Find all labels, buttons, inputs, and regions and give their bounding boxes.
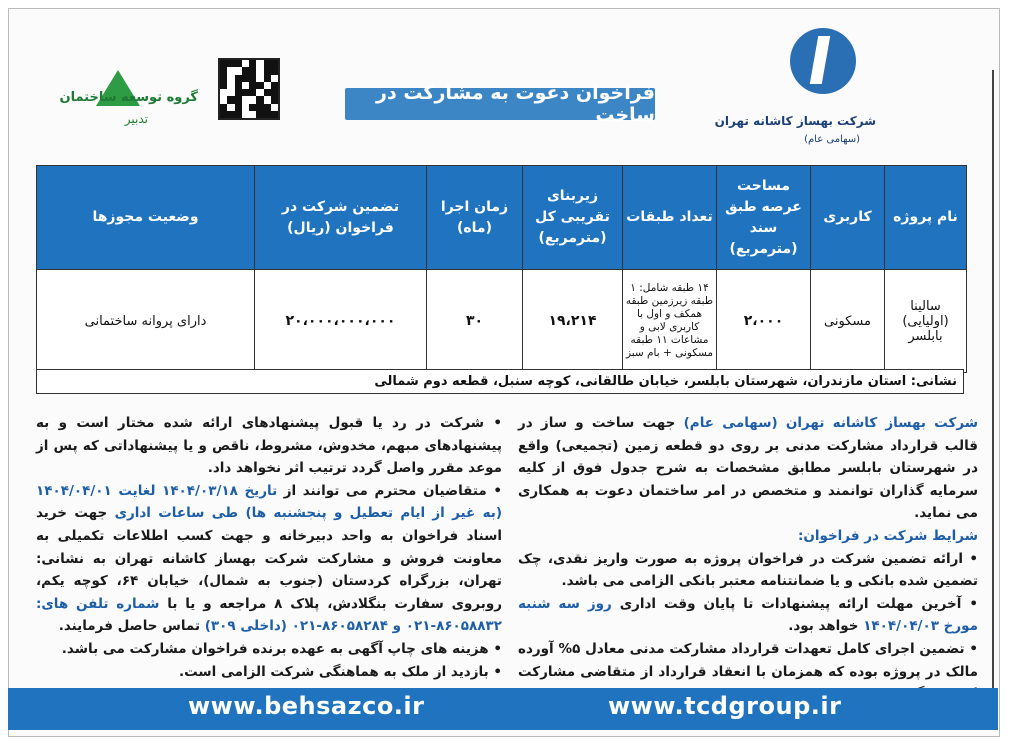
- cell-duration: ۳۰: [427, 270, 523, 373]
- purchase-dates: تاریخ ۱۴۰۴/۰۳/۱۸ لغایت ۱۴۰۴/۰۴/۰۱ (به غیر از ایام تعطیل و پنجشنبه ها) طی ساعات اداری: [36, 482, 502, 522]
- intro-text: جهت ساخت و ساز در قالب قرارداد مشارکت مدنی بر روی دو قطعه زمین (تجمیعی) واقع در شهرستان بابلسر مطابق مشخصات به شرح جدول فوق از کلیه سرمایه گذاران توانمند و متخصص در امر ساختمان دعوت به همکاری می نماید.: [518, 415, 978, 522]
- condition-item: • شرکت در رد یا قبول پیشنهادهای ارائه شده مختار است و به پیشنهادهای مبهم، مخدوش، مشروط، ناقص و یا پیشنهاداتی که پس از موعد مقرر واصل گردد ترتیب اثر نخواهد داد.: [36, 412, 502, 480]
- condition-item: • تضمین اجرای کامل تعهدات قرارداد مشارکت مدنی معادل ۵% آورده مالک در پروژه بوده که همزمان با انعقاد قرارداد از متقاضی مشارکت: [518, 638, 978, 706]
- page-title: فراخوان دعوت به مشارکت در ساخت: [345, 88, 655, 120]
- cell-guarantee: ۲۰،۰۰۰،۰۰۰،۰۰۰: [255, 270, 427, 373]
- col-header: نام پروژه: [885, 166, 967, 270]
- company-emblem-icon: [790, 28, 856, 94]
- condition-item: [518, 593, 978, 638]
- col-header: تعداد طبقات: [623, 166, 717, 270]
- divider-line: [992, 70, 994, 720]
- behsaz-logo: [714, 28, 880, 158]
- cell-total-area: ۱۹،۲۱۴: [523, 270, 623, 373]
- conditions-column-right: [518, 412, 978, 706]
- cell-land-area: ۲،۰۰۰: [717, 270, 811, 373]
- contact-pre: متقاضیان محترم می توانند از: [283, 482, 487, 499]
- col-header: زمان اجرا (ماه): [427, 166, 523, 270]
- table-header-row: [37, 166, 967, 270]
- deadline-date: روز سه شنبه مورخ ۱۴۰۴/۰۴/۰۳: [518, 595, 978, 635]
- condition-item: • ارائه تضمین شرکت در فراخوان پروژه به صورت واریز نقدی، چک تضمین شده بانکی و یا ضمانتنامه معتبر بانکی الزامی می باشد.: [518, 548, 978, 593]
- contact-end: تماس حاصل فرمایند.: [58, 618, 201, 635]
- deadline-post: خواهد بود.: [788, 618, 859, 635]
- cell-usage: مسکونی: [811, 270, 885, 373]
- address-label: نشانی:: [910, 374, 957, 389]
- condition-item: • بازدید از ملک به هماهنگی شرکت الزامی است.: [36, 661, 502, 684]
- address-row: [36, 369, 964, 394]
- conditions-column-left: [36, 412, 502, 683]
- left-logo-sub: تدبیر: [124, 112, 148, 126]
- qr-code-icon: [218, 58, 280, 120]
- deadline-pre: آخرین مهلت ارائه پیشنهادات تا پایان وقت اداری: [619, 595, 962, 612]
- project-table: [36, 165, 967, 373]
- phone-numbers: شماره تلفن های: ۸۶۰۵۸۸۳۲-۰۲۱ و ۸۶۰۵۸۲۸۴-۰۲۱ (داخلی ۳۰۹): [36, 595, 502, 635]
- left-logo-name: گروه توسعه ساختمان: [59, 90, 198, 105]
- cell-floors: ۱۴ طبقه شامل: ۱ طبقه زیرزمین طبقه همکف و اول با کاربری لابی و مشاعات ۱۱ طبقه مسکونی + بام سبز: [623, 270, 717, 373]
- right-logo-sub: (سهامی عام): [804, 134, 860, 145]
- condition-item: [36, 480, 502, 638]
- col-header: تضمین شرکت در فراخوان (ریال): [255, 166, 427, 270]
- col-header: مساحت عرصه طبق سند (مترمربع): [717, 166, 811, 270]
- footer-bar: [8, 688, 998, 730]
- company-name: شرکت بهساز کاشانه تهران (سهامی عام): [683, 415, 978, 431]
- website-link-behsaz[interactable]: www.behsazco.ir: [188, 692, 425, 720]
- condition-item: • هزینه های چاپ آگهی به عهده برنده فراخوان مشارکت می باشد.: [36, 638, 502, 661]
- cell-permit-status: دارای پروانه ساختمانی: [37, 270, 255, 373]
- cell-project-name: سالینا (اولیایی) بابلسر: [885, 270, 967, 373]
- website-link-tcdgroup[interactable]: www.tcdgroup.ir: [608, 692, 842, 720]
- tadbir-logo: [28, 70, 208, 140]
- col-header: زیربنای تقریبی کل (مترمربع): [523, 166, 623, 270]
- right-logo-name: شرکت بهساز کاشانه تهران: [714, 114, 876, 128]
- contact-address: جهت خرید اسناد فراخوان به واحد دبیرخانه و جهت کسب اطلاعات تکمیلی به معاونت فروش و مشارکت شرکت بهساز کاشانه تهران به نشانی: تهران، بزرگراه کردستان (جنوب به شمال)، خیابان ۶۴، کوچه یکم، روبروی سفارت بنگلادش، پلاک ۸ مراجعه و یا با: [36, 505, 503, 612]
- address-text: استان مازندران، شهرستان بابلسر، خیابان طالقانی، کوچه سنبل، قطعه دوم شمالی: [374, 374, 907, 389]
- conditions-title: شرایط شرکت در فراخوان:: [797, 527, 978, 544]
- col-header: کاربری: [811, 166, 885, 270]
- col-header: وضعیت مجوزها: [37, 166, 255, 270]
- table-row: [37, 270, 967, 373]
